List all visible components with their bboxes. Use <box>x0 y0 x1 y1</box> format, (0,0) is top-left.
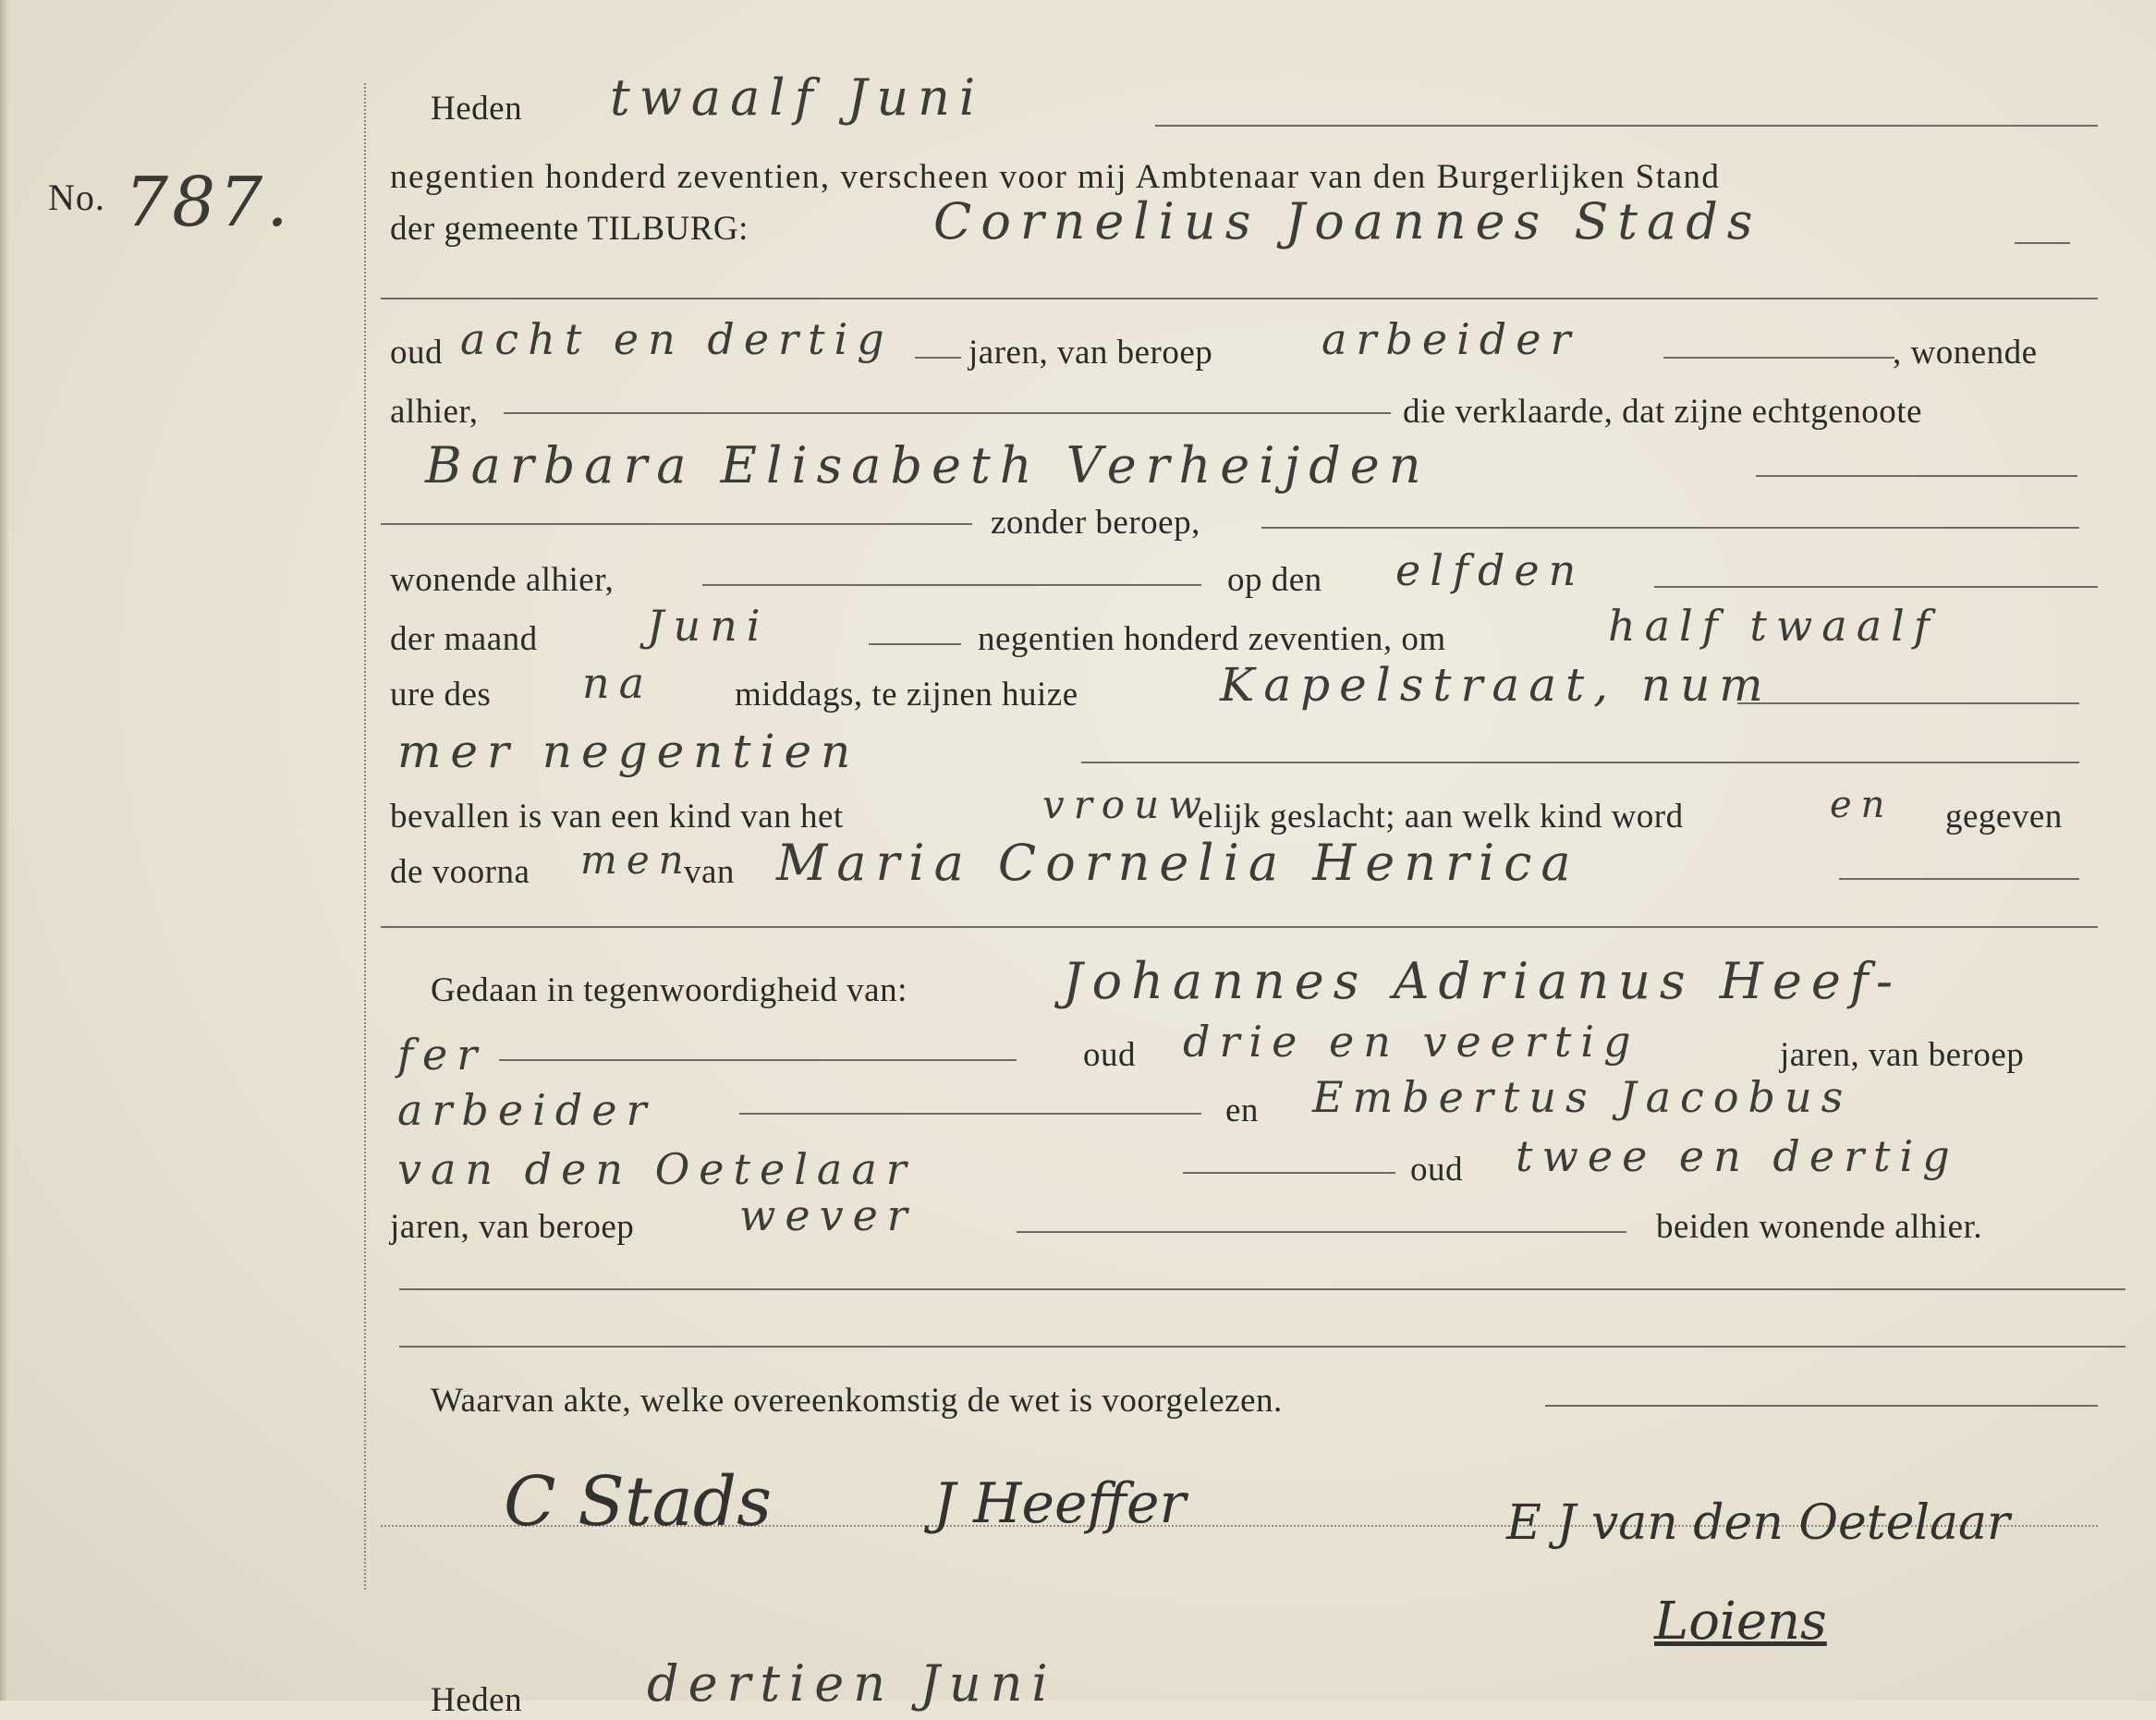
record-number: 787. <box>125 163 292 242</box>
signature-father: C Stads <box>504 1462 773 1542</box>
line5-text: die verklaarde, dat zijne echtgenoote <box>1403 393 1922 431</box>
margin-rule <box>364 83 366 1590</box>
line17-witness2-cont: van den Oetelaar <box>397 1144 916 1194</box>
line13-van: van <box>684 853 735 891</box>
line5-alhier: alhier, <box>390 393 479 431</box>
fill-line <box>1756 475 2077 477</box>
line6-mother-name: Barbara Elisabeth Verheijden <box>425 436 1431 494</box>
fill-line <box>1155 125 2098 127</box>
fill-line <box>499 1059 1017 1061</box>
line13-label: de voorna <box>390 853 530 891</box>
fill-line <box>381 523 972 525</box>
line15-witness1-cont: fer <box>397 1030 487 1080</box>
line1-fill: twaalf Juni <box>610 68 985 127</box>
line10-text: middags, te zijnen huize <box>735 676 1078 714</box>
line8-wonende: wonende alhier, <box>390 561 615 599</box>
line16-en: en <box>1225 1092 1259 1129</box>
line2-text: negentien honderd zeventien, verscheen voor mij Ambtenaar van den Burgerlijken Stand <box>390 158 1721 196</box>
line4-oud: oud <box>390 334 443 372</box>
line12-text-b: elijk geslacht; aan welk kind word <box>1198 798 1684 836</box>
line18-text: beiden wonende alhier. <box>1656 1208 1983 1246</box>
signature-witness1: J Heeffer <box>933 1471 1187 1536</box>
line12-gegeven: gegeven <box>1945 798 2063 836</box>
line18-label: jaren, van beroep <box>390 1208 635 1246</box>
fill-line <box>504 412 1391 414</box>
line16-job: arbeider <box>397 1085 656 1135</box>
fill-line <box>739 1113 1201 1115</box>
line10-na: na <box>582 658 654 708</box>
line17-oud: oud <box>1410 1151 1463 1189</box>
line4-wonende: , wonende <box>1893 334 2038 372</box>
line3-label: der gemeente TILBURG: <box>390 210 749 248</box>
line8-day: elfden <box>1395 545 1586 595</box>
fill-line <box>869 643 961 645</box>
fill-line <box>702 584 1201 586</box>
line10-address: Kapelstraat, num <box>1220 658 1772 712</box>
fill-line <box>1261 527 2079 529</box>
line14-label: Gedaan in tegenwoordigheid van: <box>431 971 907 1009</box>
fill-line <box>399 1346 2126 1348</box>
line14-witness1: Johannes Adrianus Heef- <box>1063 952 1903 1010</box>
line3-fill: Cornelius Joannes Stads <box>933 192 1762 250</box>
fill-line <box>399 1288 2126 1290</box>
line11-address-cont: mer negentien <box>397 725 860 778</box>
fill-line <box>381 926 2098 928</box>
line9-month: Juni <box>647 601 770 651</box>
signature-witness2: E J van den Oetelaar <box>1506 1495 2010 1551</box>
line8-opden: op den <box>1227 561 1322 599</box>
line12-gender: vrouw <box>1042 782 1212 827</box>
fill-line <box>1017 1231 1626 1233</box>
fill-line <box>1545 1405 2098 1407</box>
line16-witness2: Embertus Jacobus <box>1312 1072 1853 1122</box>
line4-age: acht en dertig <box>460 314 894 364</box>
line1-label: Heden <box>431 90 523 128</box>
bleed-through-text <box>1608 88 1616 123</box>
next-entry-label: Heden <box>431 1681 523 1719</box>
fill-line <box>2015 242 2070 244</box>
line4-beroep-label: jaren, van beroep <box>968 334 1213 372</box>
line10-label: ure des <box>390 676 492 714</box>
next-entry-fill: dertien Juni <box>647 1654 1057 1713</box>
record-number-label: No. <box>48 177 105 218</box>
line9-time: half twaalf <box>1608 601 1939 651</box>
line4-job: arbeider <box>1322 314 1580 364</box>
fill-line <box>1654 586 2098 588</box>
line15-age: drie en veertig <box>1183 1017 1640 1067</box>
fill-line <box>1081 762 2079 763</box>
line15-oud: oud <box>1083 1036 1136 1074</box>
line13-child-name: Maria Cornelia Henrica <box>776 834 1580 892</box>
fill-line <box>915 357 961 359</box>
line7-text: zonder beroep, <box>991 504 1200 542</box>
fill-line <box>1737 702 2079 704</box>
fill-line <box>1663 357 1894 359</box>
line12-text-a: bevallen is van een kind van het <box>390 798 844 836</box>
line9-label: der maand <box>390 620 538 658</box>
signature-registrar: Loiens <box>1654 1592 1827 1652</box>
fill-line <box>1183 1172 1395 1174</box>
line19-text: Waarvan akte, welke overeenkomstig de wet is voorgelezen. <box>431 1382 1283 1420</box>
line17-age: twee en dertig <box>1516 1131 1959 1181</box>
page-edge <box>0 0 9 1701</box>
fill-line <box>1839 878 2079 880</box>
line12-en: en <box>1830 784 1894 826</box>
line15-beroep: jaren, van beroep <box>1780 1036 2025 1074</box>
line9-text: negentien honderd zeventien, om <box>978 620 1446 658</box>
line13-men: men <box>580 837 693 883</box>
line18-job: wever <box>739 1190 917 1240</box>
fill-line <box>381 298 2098 299</box>
